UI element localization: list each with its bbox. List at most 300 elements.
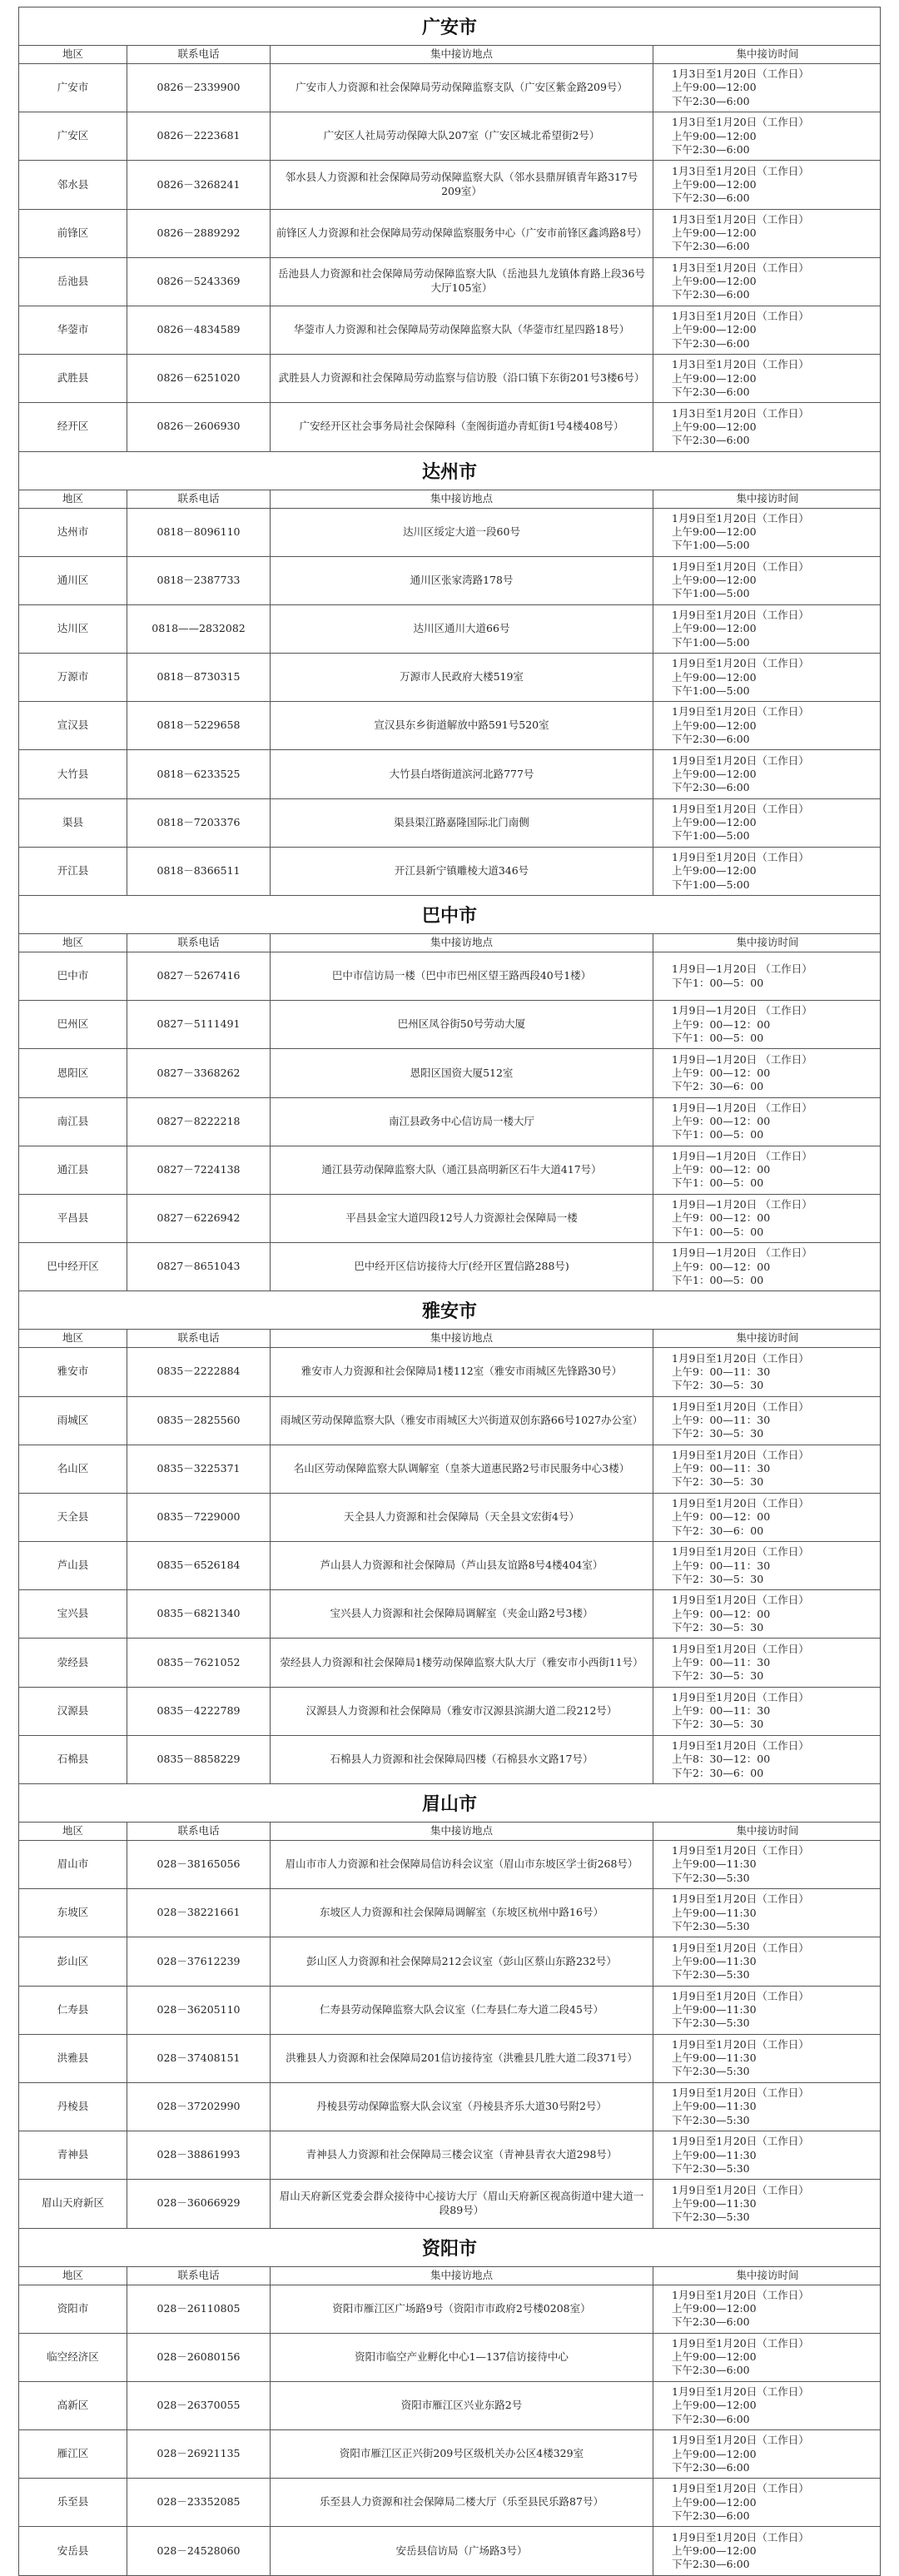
time-cell <box>653 557 882 604</box>
time-line: 下午2:30—6:00 <box>672 2558 750 2571</box>
time-line: 上午9:00—12:00 <box>672 2399 757 2412</box>
time-line: 上午9:00—12:00 <box>672 2544 757 2557</box>
time-line: 上午9:00—12:00 <box>672 81 757 94</box>
time-line: 下午2:30—6:00 <box>672 2509 750 2522</box>
area-cell: 岳池县 <box>19 258 127 306</box>
time-cell <box>653 2334 882 2381</box>
time-line: 1月9日至1月20日（工作日） <box>672 1351 809 1365</box>
phone-cell: 028－36066929 <box>127 2180 271 2227</box>
phone-cell: 0827－6226942 <box>127 1195 271 1242</box>
header-time: 集中接访时间 <box>736 47 799 61</box>
time-line: 上午9:00—11:30 <box>672 1906 757 1919</box>
time-line: 上午9：00—12：00 <box>672 1607 771 1620</box>
area-cell: 邻水县 <box>19 161 127 208</box>
phone-cell: 0826－3268241 <box>127 161 271 208</box>
time-cell <box>653 1590 882 1638</box>
header-area: 地区 <box>19 2267 127 2285</box>
header-location: 集中接访地点 <box>271 934 653 952</box>
phone-cell: 0818－8096110 <box>127 509 271 556</box>
time-line: 下午1:00—5:00 <box>672 587 750 600</box>
time-cell <box>653 2285 882 2333</box>
table-row <box>18 1937 881 1985</box>
time-line: 1月9日至1月20日（工作日） <box>672 1545 809 1559</box>
time-line: 1月9日至1月20日（工作日） <box>672 1844 809 1857</box>
location-cell: 通川区张家湾路178号 <box>271 557 653 604</box>
header-phone: 联系电话 <box>127 46 271 63</box>
time-line: 下午1：00—5：00 <box>672 1031 764 1044</box>
phone-cell: 028－37408151 <box>127 2035 271 2082</box>
time-cell <box>653 1348 882 1395</box>
location-cell: 丹棱县劳动保障监察大队会议室（丹棱县齐乐大道30号附2号） <box>271 2083 653 2131</box>
location-cell: 广安经开区社会事务局社会保障科（奎阁街道办青虹街1号4楼408号） <box>271 403 653 450</box>
time-cell <box>653 799 882 847</box>
table-row <box>18 354 881 402</box>
time-line: 下午1：00—5：00 <box>672 1225 764 1238</box>
time-line: 上午9:00—12:00 <box>672 719 757 732</box>
location-cell: 雅安市人力资源和社会保障局1楼112室（雅安市雨城区先锋路30号） <box>271 1348 653 1395</box>
phone-cell: 0835－8858229 <box>127 1736 271 1783</box>
city-title: 资阳市 <box>18 2228 881 2266</box>
time-line: 1月9日至1月20日（工作日） <box>672 2288 809 2301</box>
time-line: 1月9日至1月20日（工作日） <box>672 1642 809 1655</box>
time-cell <box>653 848 882 895</box>
header-time: 集中接访时间 <box>736 1824 799 1838</box>
time-line: 上午9:00—12:00 <box>672 2301 757 2315</box>
location-cell: 宣汉县东乡街道解放中路591号520室 <box>271 702 653 749</box>
time-line: 下午2：30—6：00 <box>672 1524 764 1537</box>
table-header-row <box>18 1329 881 1347</box>
phone-cell: 0818－7203376 <box>127 799 271 847</box>
location-cell: 广安市人力资源和社会保障局劳动保障监察支队（广安区紫金路209号） <box>271 64 653 112</box>
time-line: 上午9:00—12:00 <box>672 2495 757 2509</box>
time-cell <box>653 1397 882 1445</box>
time-line: 1月9日至1月20日（工作日） <box>672 1690 809 1703</box>
table-header-row <box>18 933 881 952</box>
phone-cell: 0835－6821340 <box>127 1590 271 1638</box>
time-cell <box>653 1987 882 2034</box>
phone-cell: 028－26370055 <box>127 2382 271 2429</box>
phone-cell: 028－23352085 <box>127 2479 271 2526</box>
table-row <box>18 2179 881 2227</box>
location-cell: 洪雅县人力资源和社会保障局201信访接待室（洪雅县几胜大道二段371号） <box>271 2035 653 2082</box>
table-row <box>18 847 881 895</box>
table-row <box>18 2333 881 2381</box>
location-cell: 大竹县白塔街道滨河北路777号 <box>271 750 653 798</box>
area-cell: 青神县 <box>19 2131 127 2179</box>
phone-cell: 028－38221661 <box>127 1889 271 1937</box>
time-cell <box>653 1688 882 1735</box>
area-cell: 安岳县 <box>19 2527 127 2574</box>
location-cell: 武胜县人力资源和社会保障局劳动监察与信访股（沿口镇下东街201号3楼6号） <box>271 355 653 402</box>
location-cell: 名山区劳动保障监察大队调解室（皇茶大道惠民路2号市民服务中心3楼） <box>271 1445 653 1493</box>
table-row <box>18 1493 881 1541</box>
time-cell <box>653 750 882 798</box>
table-header-row <box>18 2266 881 2285</box>
time-cell <box>653 403 882 450</box>
header-area: 地区 <box>19 934 127 952</box>
time-line: 下午1：00—5：00 <box>672 1176 764 1190</box>
area-cell: 彭山区 <box>19 1937 127 1985</box>
time-line: 1月3日至1月20日（工作日） <box>672 212 809 226</box>
time-line: 上午9:00—12:00 <box>672 226 757 240</box>
time-line: 1月3日至1月20日（工作日） <box>672 116 809 129</box>
phone-cell: 0835－7229000 <box>127 1494 271 1541</box>
time-line: 1月9日至1月20日（工作日） <box>672 2037 809 2051</box>
area-cell: 渠县 <box>19 799 127 847</box>
area-cell: 巴中经开区 <box>19 1243 127 1290</box>
table-row <box>18 798 881 847</box>
header-area: 地区 <box>19 490 127 508</box>
phone-cell: 0826－2606930 <box>127 403 271 450</box>
time-line: 上午9：00—12：00 <box>672 1163 771 1176</box>
location-cell: 巴州区凤谷街50号劳动大厦 <box>271 1001 653 1048</box>
location-cell: 芦山县人力资源和社会保障局（芦山县友谊路8号4楼404室） <box>271 1542 653 1589</box>
time-line: 下午2:30—6:00 <box>672 2315 750 2329</box>
time-line: 下午2：30—6：00 <box>672 1080 764 1093</box>
area-cell: 眉山天府新区 <box>19 2180 127 2227</box>
location-cell: 资阳市雁江区正兴街209号区级机关办公区4楼329室 <box>271 2430 653 2478</box>
time-line: 1月9日至1月20日（工作日） <box>672 2183 809 2196</box>
time-line: 上午9：00—11：30 <box>672 1559 771 1572</box>
phone-cell: 0827－7224138 <box>127 1146 271 1194</box>
area-cell: 达州市 <box>19 509 127 556</box>
header-location: 集中接访地点 <box>271 1330 653 1347</box>
header-time: 集中接访时间 <box>736 491 799 505</box>
area-cell: 名山区 <box>19 1445 127 1493</box>
header-area: 地区 <box>19 1823 127 1840</box>
time-cell <box>653 1736 882 1783</box>
area-cell: 资阳市 <box>19 2285 127 2333</box>
time-line: 1月9日至1月20日（工作日） <box>672 2135 809 2148</box>
table-row <box>18 1687 881 1735</box>
phone-cell: 028－38861993 <box>127 2131 271 2179</box>
table-row <box>18 160 881 208</box>
table-row <box>18 1735 881 1783</box>
time-line: 上午9:00—11:30 <box>672 2196 757 2210</box>
table-row <box>18 952 881 1000</box>
time-line: 下午2:30—6:00 <box>672 240 750 253</box>
area-cell: 汉源县 <box>19 1688 127 1735</box>
header-area: 地区 <box>19 46 127 63</box>
time-line: 上午9：00—12：00 <box>672 1017 771 1031</box>
phone-cell: 0818－5229658 <box>127 702 271 749</box>
time-line: 1月9日至1月20日（工作日） <box>672 657 809 670</box>
phone-cell: 0826－6251020 <box>127 355 271 402</box>
time-cell <box>653 1889 882 1937</box>
header-time: 集中接访时间 <box>736 2268 799 2281</box>
time-line: 1月9日至1月20日（工作日） <box>672 1448 809 1461</box>
time-line: 下午2:30—6:00 <box>672 434 750 447</box>
time-line: 1月9日—1月20日 （工作日） <box>672 1149 812 1162</box>
time-line: 下午2:30—6:00 <box>672 336 750 350</box>
time-line: 下午2：30—5：30 <box>672 1669 764 1683</box>
table-row <box>18 2082 881 2131</box>
area-cell: 巴州区 <box>19 1001 127 1048</box>
location-cell: 巴中经开区信访接待大厅(经开区置信路288号) <box>271 1243 653 1290</box>
table-row <box>18 1396 881 1445</box>
table-row <box>18 1146 881 1194</box>
table-row <box>18 2131 881 2179</box>
header-time: 集中接访时间 <box>736 936 799 949</box>
area-cell: 雁江区 <box>19 2430 127 2478</box>
time-line: 上午9：00—11：30 <box>672 1462 771 1475</box>
time-line: 上午9：00—12：00 <box>672 1115 771 1128</box>
city-title: 达州市 <box>18 451 881 490</box>
location-cell: 仁寿县劳动保障监察大队会议室（仁寿县仁寿大道二段45号） <box>271 1987 653 2034</box>
phone-cell: 0827－5111491 <box>127 1001 271 1048</box>
phone-cell: 0826－2889292 <box>127 210 271 257</box>
time-line: 1月9日至1月20日（工作日） <box>672 2086 809 2100</box>
header-phone: 联系电话 <box>127 934 271 952</box>
location-cell: 达川区通川大道66号 <box>271 605 653 653</box>
area-cell: 芦山县 <box>19 1542 127 1589</box>
area-cell: 宣汉县 <box>19 702 127 749</box>
phone-cell: 028－26110805 <box>127 2285 271 2333</box>
phone-cell: 028－24528060 <box>127 2527 271 2574</box>
header-location: 集中接访地点 <box>271 2267 653 2285</box>
time-line: 下午1:00—5:00 <box>672 539 750 552</box>
time-line: 下午2:30—5:30 <box>672 2017 750 2030</box>
time-cell <box>653 1001 882 1048</box>
time-cell <box>653 2180 882 2227</box>
time-line: 下午1：00—5：00 <box>672 976 764 989</box>
time-cell <box>653 306 882 354</box>
time-line: 1月9日至1月20日（工作日） <box>672 1497 809 1510</box>
table-row <box>18 2478 881 2526</box>
time-cell <box>653 1639 882 1686</box>
header-area: 地区 <box>19 1330 127 1347</box>
time-line: 下午2:30—6:00 <box>672 288 750 301</box>
time-line: 上午9:00—11:30 <box>672 2051 757 2065</box>
phone-cell: 0818－8366511 <box>127 848 271 895</box>
area-cell: 临空经济区 <box>19 2334 127 2381</box>
time-line: 1月9日至1月20日（工作日） <box>672 1594 809 1607</box>
time-line: 1月9日—1月20日 （工作日） <box>672 1101 812 1114</box>
city-title: 眉山市 <box>18 1783 881 1822</box>
time-line: 上午9:00—11:30 <box>672 2100 757 2113</box>
time-line: 下午2：30—5：30 <box>672 1572 764 1585</box>
time-line: 下午2：30—5：30 <box>672 1620 764 1634</box>
table-bottom-border <box>18 2575 881 2576</box>
time-line: 上午9:00—12:00 <box>672 767 757 780</box>
area-cell: 恩阳区 <box>19 1049 127 1097</box>
time-line: 上午9:00—12:00 <box>672 525 757 538</box>
time-line: 1月9日至1月20日（工作日） <box>672 2530 809 2544</box>
time-line: 下午2:30—6:00 <box>672 732 750 745</box>
time-line: 上午9：00—12：00 <box>672 1260 771 1273</box>
area-cell: 丹棱县 <box>19 2083 127 2131</box>
location-cell: 天全县人力资源和社会保障局（天全县文宏街4号） <box>271 1494 653 1541</box>
time-line: 1月9日至1月20日（工作日） <box>672 1941 809 1954</box>
table-row <box>18 1445 881 1493</box>
area-cell: 达川区 <box>19 605 127 653</box>
table-row <box>18 402 881 450</box>
time-cell <box>653 355 882 402</box>
time-cell <box>653 1146 882 1194</box>
area-cell: 仁寿县 <box>19 1987 127 2034</box>
area-cell: 天全县 <box>19 1494 127 1541</box>
time-line: 上午9:00—12:00 <box>672 323 757 336</box>
phone-cell: 0818——2832082 <box>127 605 271 653</box>
time-cell <box>653 112 882 160</box>
location-cell: 雨城区劳动保障监察大队（雅安市雨城区大兴街道双创东路66号1027办公室） <box>271 1397 653 1445</box>
time-cell <box>653 2479 882 2526</box>
location-cell: 达川区绥定大道一段60号 <box>271 509 653 556</box>
city-title: 广安市 <box>18 7 881 45</box>
time-line: 1月3日至1月20日（工作日） <box>672 164 809 177</box>
table-row <box>18 1638 881 1686</box>
phone-cell: 028－37202990 <box>127 2083 271 2131</box>
time-cell <box>653 1098 882 1146</box>
location-cell: 恩阳区国资大厦512室 <box>271 1049 653 1097</box>
time-line: 下午2：30—6：00 <box>672 1766 764 1779</box>
phone-cell: 0827－8651043 <box>127 1243 271 1290</box>
time-line: 1月9日至1月20日（工作日） <box>672 1739 809 1753</box>
location-cell: 平昌县金宝大道四段12号人力资源社会保障局一楼 <box>271 1195 653 1242</box>
time-line: 上午9:00—12:00 <box>672 574 757 587</box>
phone-cell: 0826－5243369 <box>127 258 271 306</box>
phone-cell: 0827－3368262 <box>127 1049 271 1097</box>
location-cell: 彭山区人力资源和社会保障局212会议室（彭山区蔡山东路232号） <box>271 1937 653 1985</box>
area-cell: 雨城区 <box>19 1397 127 1445</box>
location-cell: 岳池县人力资源和社会保障局劳动保障监察大队（岳池县九龙镇体育路上段36号大厅105室） <box>271 258 653 306</box>
time-line: 下午2:30—5:30 <box>672 2065 750 2078</box>
time-line: 下午2:30—5:30 <box>672 1919 750 1932</box>
location-cell: 万源市人民政府大楼519室 <box>271 654 653 701</box>
time-line: 上午9:00—12:00 <box>672 371 757 385</box>
header-location: 集中接访地点 <box>271 46 653 63</box>
time-line: 1月9日—1月20日 （工作日） <box>672 1004 812 1017</box>
time-line: 上午9:00—12:00 <box>672 275 757 288</box>
time-cell <box>653 1937 882 1985</box>
time-line: 1月3日至1月20日（工作日） <box>672 261 809 274</box>
time-line: 下午2：30—5：30 <box>672 1475 764 1489</box>
phone-cell: 0835－7621052 <box>127 1639 271 1686</box>
location-cell: 巴中市信访局一楼（巴中市巴州区望王路西段40号1楼） <box>271 952 653 1000</box>
table-header-row <box>18 1822 881 1840</box>
time-line: 1月9日至1月20日（工作日） <box>672 802 809 815</box>
table-header-row <box>18 490 881 508</box>
time-line: 下午2：30—5：30 <box>672 1718 764 1731</box>
time-line: 上午9:00—12:00 <box>672 864 757 878</box>
area-cell: 眉山市 <box>19 1841 127 1888</box>
time-line: 上午9：00—11：30 <box>672 1365 771 1378</box>
table-row <box>18 701 881 749</box>
time-line: 上午9:00—12:00 <box>672 622 757 635</box>
location-cell: 广安区人社局劳动保障大队207室（广安区城北希望街2号） <box>271 112 653 160</box>
time-line: 1月9日—1月20日 （工作日） <box>672 962 812 976</box>
time-cell <box>653 1243 882 1290</box>
table-row <box>18 209 881 257</box>
table-row <box>18 1194 881 1242</box>
time-line: 上午9:00—12:00 <box>672 2447 757 2460</box>
time-line: 上午9:00—11:30 <box>672 1954 757 1967</box>
time-line: 上午9:00—12:00 <box>672 816 757 829</box>
time-line: 上午9：00—11：30 <box>672 1413 771 1426</box>
time-line: 下午1:00—5:00 <box>672 829 750 843</box>
time-line: 上午9：00—12：00 <box>672 1510 771 1524</box>
time-cell <box>653 2083 882 2131</box>
table-row <box>18 2285 881 2333</box>
time-line: 1月9日至1月20日（工作日） <box>672 1400 809 1413</box>
phone-cell: 0835－2825560 <box>127 1397 271 1445</box>
table-header-row <box>18 45 881 63</box>
location-cell: 华蓥市人力资源和社会保障局劳动保障监察大队（华蓥市红星四路18号） <box>271 306 653 354</box>
time-cell <box>653 702 882 749</box>
table-row <box>18 1000 881 1048</box>
phone-cell: 028－37612239 <box>127 1937 271 1985</box>
time-line: 上午8：30—12：00 <box>672 1753 771 1766</box>
time-line: 下午1：00—5：00 <box>672 1273 764 1286</box>
time-line: 1月3日至1月20日（工作日） <box>672 310 809 323</box>
table-row <box>18 508 881 556</box>
header-phone: 联系电话 <box>127 2267 271 2285</box>
phone-cell: 0835－3225371 <box>127 1445 271 1493</box>
time-cell <box>653 1841 882 1888</box>
header-phone: 联系电话 <box>127 1330 271 1347</box>
location-cell: 南江县政务中心信访局一楼大厅 <box>271 1098 653 1146</box>
location-cell: 开江县新宁镇雕棱大道346号 <box>271 848 653 895</box>
time-line: 上午9:00—12:00 <box>672 670 757 684</box>
time-cell <box>653 2131 882 2179</box>
area-cell: 高新区 <box>19 2382 127 2429</box>
time-line: 1月9日至1月20日（工作日） <box>672 851 809 864</box>
area-cell: 平昌县 <box>19 1195 127 1242</box>
time-line: 上午9：00—12：00 <box>672 1066 771 1079</box>
time-line: 下午2:30—6:00 <box>672 191 750 205</box>
area-cell: 华蓥市 <box>19 306 127 354</box>
time-line: 上午9:00—11:30 <box>672 2148 757 2161</box>
phone-cell: 028－38165056 <box>127 1841 271 1888</box>
time-line: 1月3日至1月20日（工作日） <box>672 358 809 371</box>
time-cell <box>653 64 882 112</box>
table-row <box>18 1541 881 1589</box>
area-cell: 广安市 <box>19 64 127 112</box>
petition-schedule-table <box>18 7 881 2576</box>
time-cell <box>653 952 882 1000</box>
time-line: 下午2：30—5：30 <box>672 1379 764 1392</box>
time-cell <box>653 2430 882 2478</box>
time-line: 1月9日—1月20日 （工作日） <box>672 1198 812 1211</box>
area-cell: 大竹县 <box>19 750 127 798</box>
time-line: 下午2:30—5:30 <box>672 1871 750 1884</box>
location-cell: 资阳市临空产业孵化中心1—137信访接待中心 <box>271 2334 653 2381</box>
area-cell: 石棉县 <box>19 1736 127 1783</box>
header-location: 集中接访地点 <box>271 490 653 508</box>
time-line: 上午9:00—12:00 <box>672 129 757 142</box>
time-line: 下午2:30—6:00 <box>672 2364 750 2377</box>
area-cell: 前锋区 <box>19 210 127 257</box>
table-row <box>18 1840 881 1888</box>
time-cell <box>653 605 882 653</box>
city-title: 巴中市 <box>18 895 881 933</box>
time-cell <box>653 161 882 208</box>
table-row <box>18 749 881 798</box>
area-cell: 宝兴县 <box>19 1590 127 1638</box>
time-line: 上午9:00—11:30 <box>672 2003 757 2017</box>
time-cell <box>653 210 882 257</box>
time-line: 1月9日至1月20日（工作日） <box>672 705 809 719</box>
phone-cell: 0827－5267416 <box>127 952 271 1000</box>
location-cell: 邻水县人力资源和社会保障局劳动保障监察大队（邻水县鼎屏镇青年路317号209室） <box>271 161 653 208</box>
table-row <box>18 2429 881 2478</box>
phone-cell: 0826－2339900 <box>127 64 271 112</box>
time-line: 下午2:30—6:00 <box>672 142 750 156</box>
time-line: 1月9日—1月20日 （工作日） <box>672 1052 812 1066</box>
time-line: 下午2：30—5：30 <box>672 1427 764 1440</box>
location-cell: 眉山天府新区党委会群众接待中心接访大厅（眉山天府新区视高街道中建大道一段89号） <box>271 2180 653 2227</box>
time-line: 下午1:00—5:00 <box>672 684 750 697</box>
